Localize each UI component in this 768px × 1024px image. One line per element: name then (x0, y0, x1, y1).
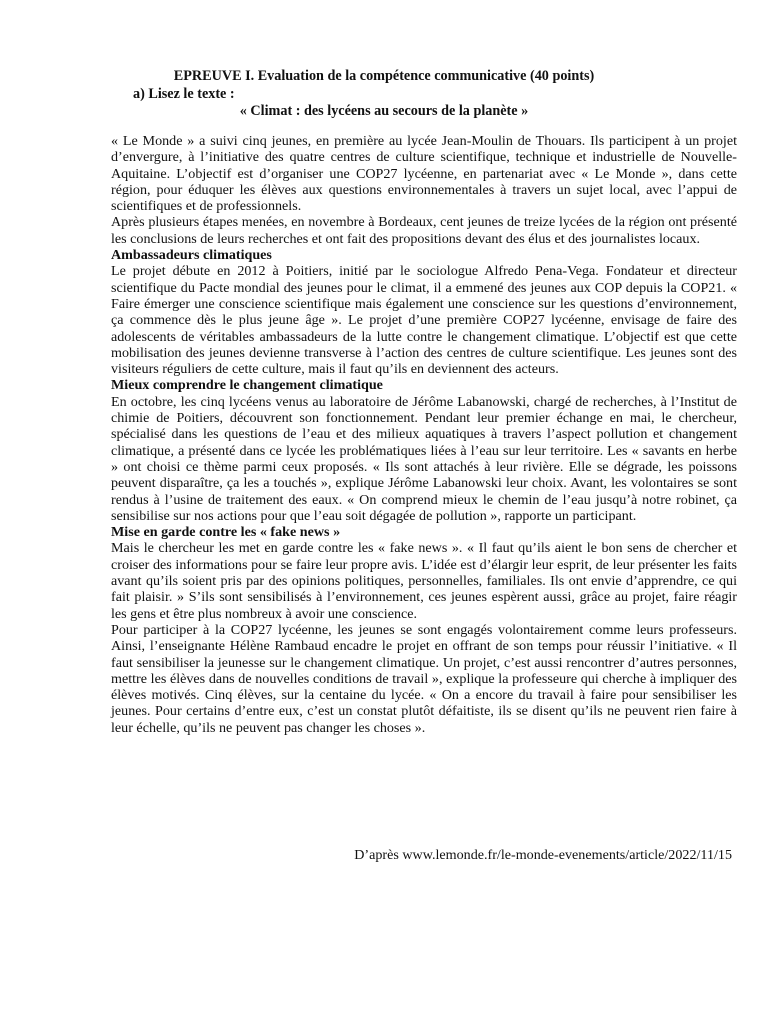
heading-mieux-comprendre: Mieux comprendre le changement climatique (111, 377, 383, 394)
article-title: « Climat : des lycéens au secours de la planète » (239, 103, 529, 119)
instruction-text: a) Lisez le texte : (133, 86, 235, 102)
paragraph-3: Le projet débute en 2012 à Poitiers, initié par le sociologue Alfredo Pena-Vega. Fondateur et directeur scientifique du Pacte mondial des jeunes pour le climat, il a emmené des jeunes aux COP depuis la COP21. « Faire émerger une conscience scientifique mais également une conscience sur les questions d’environnement, ça commence dès le plus jeune âge ». Le projet d’une première COP27 lycéenne, envisage de faire des adolescents de véritables ambassadeurs de la lutte contre le changement climatique. L’objectif est que cette mobilisation des jeunes devienne transverse à l’action des centres de culture scientifique. Les jeunes sont des visiteurs réguliers de cette culture, mais il faut qu’ils en deviennent des acteurs. (111, 263, 737, 378)
heading-fake-news: Mise en garde contre les « fake news » (111, 524, 341, 541)
paragraph-6: Pour participer à la COP27 lycéenne, les jeunes se sont engagés volontairement comme leurs professeurs. Ainsi, l’enseignante Hélène Rambaud encadre le projet en offrant de son temps pour réussir l’initiative. « Il faut sensibiliser la jeunesse sur le changement climatique. Un projet, c’est aussi rencontrer d’autres personnes, mettre les élèves dans de nouvelles conditions de travail », explique la professeure qui cherche à impliquer des élèves motivés. Cinq élèves, sur la centaine du lycée. « On a encore du travail à faire pour sensibiliser les jeunes. Pour certains d’entre eux, c’est un constat plutôt défaitiste, ils se disent qu’ils ne peuvent rien faire à leur échelle, qu’ils ne peuvent pas changer les choses ». (111, 621, 737, 736)
article-body (111, 133, 737, 736)
paragraph-4: En octobre, les cinq lycéens venus au laboratoire de Jérôme Labanowski, chargé de recherches, à l’Institut de chimie de Poitiers, découvrent son fonctionnement. Pendant leur premier échange en mai, le chercheur, spécialisé dans les questions de l’eau et des milieux aquatiques à travers l’aspect pollution et changement climatique, a présenté dans ce lycée les problématiques liées à l’eau sur leur territoire. Les « savants en herbe » ont choisi ce thème parmi ceux proposés. « Ils sont attachés à leur rivière. Elle se dégrade, les poissons peuvent disparaître, ça les a touchés », explique Jérôme Labanowski leur choix. Avant, les volontaires se sont rendus à l’usine de traitement des eaux. « On comprend mieux le chemin de l’eau jusqu’à notre robinet, ça sensibilise sur nos actions pour que l’eau soit dégagée de pollution », rapporte un participant. (111, 393, 737, 524)
exam-title: EPREUVE I. Evaluation de la compétence communicative (40 points) (173, 68, 595, 84)
paragraph-5: Mais le chercheur les met en garde contre les « fake news ». « Il faut qu’ils aient le bon sens de chercher et croiser des informations pour se faire leur propre avis. L’idée est d’élargir leur esprit, de leur présenter les faits avant qu’ils soient pris par des opinions politiques, personnelles, familiales. Ils ont envie d’apprendre, ce qui fait plaisir. » S’ils sont sensibilisés à l’environnement, ces jeunes espèrent aussi, grâce au projet, faire réagir les gens et être plus nombreux à avoir une conscience. (111, 540, 737, 622)
source-citation: D’après www.lemonde.fr/le-monde-evenements/article/2022/11/15 (354, 847, 732, 863)
paragraph-1: « Le Monde » a suivi cinq jeunes, en première au lycée Jean-Moulin de Thouars. Ils participent à un projet d’envergure, à l’initiative des quatre centres de culture scientifique, technique et industrielle de Nouvelle-Aquitaine. L’objectif est d’organiser une COP27 lycéenne, en partenariat avec « Le Monde », dans cette région, pour éduquer les élèves aux questions environnementales à travers un sujet local, avec l’appui de scientifiques et de professionnels. (111, 133, 737, 215)
heading-ambassadeurs: Ambassadeurs climatiques (111, 247, 272, 264)
paragraph-2: Après plusieurs étapes menées, en novembre à Bordeaux, cent jeunes de treize lycées de la région ont présenté les conclusions de leurs recherches et ont fait des propositions devant des élus et des journalistes locaux. (111, 214, 737, 247)
